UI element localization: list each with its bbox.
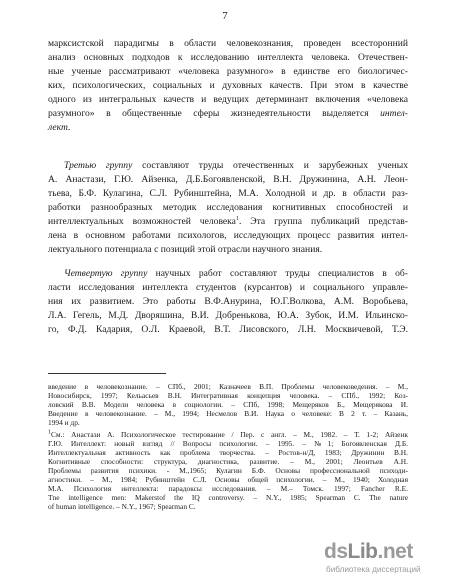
text-line	[64, 268, 408, 280]
footnote-divider	[48, 373, 166, 374]
text-line: тьева, Б.Ф. Кулагина, С.Л. Рубинштейна, М.А. Холодной и др. в области раз-	[48, 188, 408, 199]
line-text: составляют труды отечественных и зарубежных ученых	[132, 160, 408, 171]
footnote-line: введение в человекознание. – СПб., 2001; Казначеев В.П. Проблемы человековедения. – М.,	[48, 382, 408, 391]
text-line: работки разнообразных методик исследования когнитивных способностей и	[48, 202, 408, 213]
logo-part: .net	[377, 540, 413, 563]
text-line: Л.А. Гегель, М.Д. Дворяшина, В.И. Добренькова, Ю.А. Зубок, И.М. Ильинско-	[48, 310, 408, 321]
text-line: ния их развитием. Это работы В.Ф.Анурина, Ю.Г.Волкова, А.М. Воробьева,	[48, 296, 408, 307]
text-line	[48, 108, 408, 120]
italic-word: интел-	[380, 108, 408, 119]
italic-word: лект.	[48, 122, 71, 133]
line-text: интеллектуальных возможностей человека	[48, 216, 236, 227]
text-line	[48, 216, 408, 228]
text-line: го, Ф.Д. Кадария, О.Л. Краевой, В.Т. Лисовского, Л.Н. Москвичевой, Т.Э.	[48, 324, 408, 335]
footnote-line: Tne intelligence men: Makerstof the IQ controversy. – N.Y., 1985; Spearman C. The nature	[48, 493, 408, 502]
footnote-line: ловский В.В. Модели человека в социологии. – СПб, 1998; Мещеряков Б., Мещерякова И.	[48, 400, 408, 409]
footnote-line: of human intelligence. – N.Y., 1967; Spearman C.	[48, 502, 196, 511]
footnote-line: Новосибирск, 1997; Кельасьев В.Н. Интегративная концепция человека. – СПб., 1992; Коз-	[48, 391, 408, 400]
line-text: научных работ составляют труды специалистов в об-	[147, 268, 408, 279]
group-lead: Третью группу	[64, 160, 133, 171]
footnote-line: Введение в человекознание. – М., 1994; Несмелов В.И. Наука о человеке: В 2 т. – Казань,	[48, 409, 408, 418]
text-line: А. Анастази, Г.Ю. Айзенка, Д.Б.Богоявленской, В.Н. Дружинина, А.Н. Леон-	[48, 174, 408, 185]
footnote-line	[48, 430, 408, 439]
footnote-line: 1994 и др.	[48, 418, 80, 427]
watermark	[324, 540, 444, 578]
line-text: разумного» в общественные сферы жизнедеятельности выделяется	[48, 108, 381, 119]
text-line: ные ученые рассматривают «человека разумного» в единстве его биологичес-	[48, 66, 408, 77]
text-line: лектуального потенциала с позиций этой отрасли научного знания.	[48, 244, 323, 255]
line-text: . Эта группа публикаций представ-	[238, 216, 408, 227]
text-line	[48, 122, 408, 134]
logo-part: Lib	[347, 540, 378, 563]
text-line: анализ основных подходов к исследованию интеллекта человека. Отечествен-	[48, 52, 408, 63]
group-lead: Четвертую группу	[64, 268, 148, 279]
watermark-logo	[324, 540, 413, 564]
text-line	[64, 160, 408, 172]
page-number: 7	[222, 10, 228, 22]
footnote-line: Когнитивные способности: структура, диагностика, развитие. – М., 2001; Леонтьев А.Н.	[48, 457, 408, 466]
footnote-mark[interactable]: 1	[235, 215, 239, 222]
text-line: ких, психологических, социальных и духовных качеств. При этом в качестве	[48, 80, 408, 91]
footnote-mark: 1	[48, 429, 51, 436]
footnote-line: М.А. Психология интеллекта: парадоксы исследования. – М.– Томск. 1997; Fancher R.E.	[48, 484, 408, 493]
text-line: лена в основном работами психологов, исследующих процесс развития интел-	[48, 230, 408, 241]
footnote-line: агностики. – М., 1984; Рубинштейн С.Л. Основы общей психологии. – М., 1940; Холодная	[48, 475, 408, 484]
footnote-line: Г.Ю. Интеллект: новый взгляд // Вопросы психологии. – 1995. – №1; Богоявленская Д.Б.	[48, 439, 408, 448]
watermark-subtitle: библиотека диссертаций	[326, 565, 421, 574]
text-line: одного из интегральных качеств и ведущих детерминант включения «человека	[48, 94, 408, 105]
text-line: марксистской парадигмы в области человекознания, проведен всесторонний	[48, 38, 408, 49]
footnote-line: Проблемы развития психики. - М.,1965; Кулагин Б.Ф. Основы профессиональной психоди-	[48, 466, 408, 475]
logo-part: ds	[324, 540, 348, 563]
footnote-line: Интеллектуальная активность как проблема творчества. – Ростов-н/Д, 1983; Дружинин В.Н.	[48, 448, 408, 457]
text-line: ласти исследования интеллекта студентов (курсантов) и социального управле-	[48, 282, 408, 293]
line-text: См.: Анастази А. Психологическое тестирование / Пер. с англ. – М., 1982. – Т. 1-2; Айзенк	[51, 430, 408, 439]
